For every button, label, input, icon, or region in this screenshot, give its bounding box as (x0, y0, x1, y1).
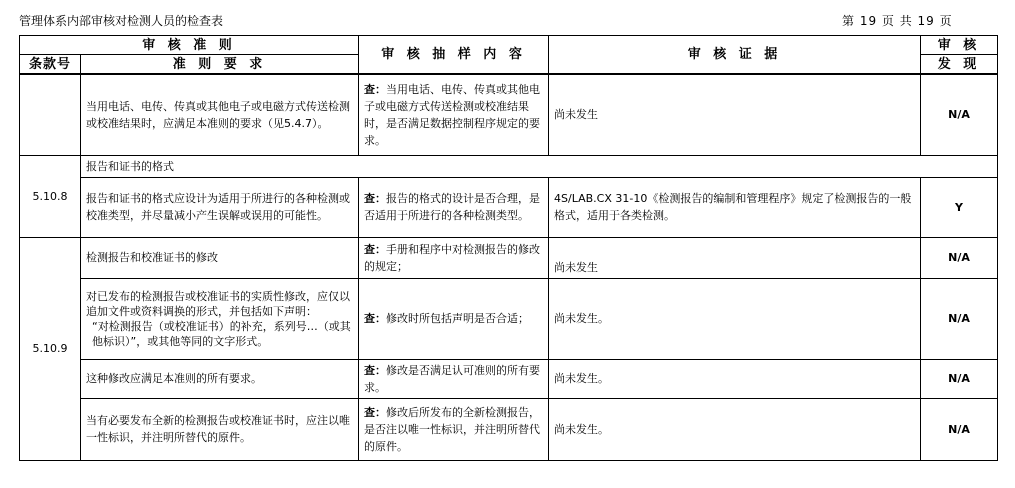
sampling-cell (359, 237, 549, 278)
check-keyword: 查： (364, 82, 387, 96)
check-keyword: 查： (364, 192, 387, 205)
document-title: 管理体系内部审核对检测人员的检查表 (19, 14, 224, 28)
evidence-cell: 尚未发生。 (549, 398, 921, 460)
clause-cell (20, 74, 81, 155)
requirement-cell (81, 278, 359, 359)
sampling-cell (359, 359, 549, 398)
sampling-cell (359, 278, 549, 359)
check-keyword: 查： (364, 242, 387, 256)
sampling-text: 当用电话、电传、传真或其他电子或电磁方式传送检测或校准结果时，是否满足数据控制程序规定的要求。 (364, 82, 541, 147)
criteria-header: 审 核 准 则 (20, 36, 359, 55)
requirement-cell: 检测报告和校准证书的修改 (81, 237, 359, 278)
finding-cell: N/A (921, 74, 998, 155)
finding-header-line1: 审 核 (921, 36, 998, 55)
sampling-text: 修改后所发布的全新检测报告，是否注以唯一性标识，并注明所替代的原件。 (364, 405, 541, 453)
finding-cell: N/A (921, 237, 998, 278)
section-title-cell: 报告和证书的格式 (81, 155, 998, 177)
requirement-cell: 这种修改应满足本准则的所有要求。 (81, 359, 359, 398)
finding-header-line2: 发 现 (921, 55, 998, 75)
finding-cell: Y (921, 177, 998, 237)
sampling-text: 修改是否满足认可准则的所有要求。 (364, 363, 541, 394)
check-keyword: 查： (364, 405, 387, 419)
check-keyword: 查： (364, 363, 387, 377)
evidence-cell: 尚未发生 (549, 74, 921, 155)
requirement-cell: 当有必要发布全新的检测报告或校准证书时，应注以唯一性标识，并注明所替代的原件。 (81, 398, 359, 460)
sampling-cell (359, 74, 549, 155)
sampling-cell (359, 177, 549, 237)
evidence-cell: 尚未发生。 (549, 278, 921, 359)
clause-cell: 5.10.8 (20, 155, 81, 237)
evidence-header: 审 核 证 据 (549, 36, 921, 75)
evidence-cell: 尚未发生 (549, 237, 921, 278)
sampling-text: 修改时所包括声明是否合适； (386, 312, 530, 325)
finding-cell: N/A (921, 359, 998, 398)
clause-no-header: 条款号 (20, 55, 81, 75)
requirement-statement: “对检测报告（或校准证书）的补充，系列号…（或其他标识）”，或其他等同的文字形式。 (92, 319, 351, 348)
requirement-text: 对已发布的检测报告或校准证书的实质性修改，应仅以追加文件或资料调换的形式，并包括如下声明： (86, 289, 350, 318)
sampling-text: 报告的格式的设计是否合理，是否适用于所进行的各种检测类型。 (364, 192, 541, 222)
evidence-cell: 尚未发生。 (549, 359, 921, 398)
sampling-header: 审 核 抽 样 内 容 (359, 36, 549, 75)
sampling-cell (359, 398, 549, 460)
requirement-header: 准 则 要 求 (81, 55, 359, 75)
audit-checklist-table (19, 35, 998, 461)
evidence-cell: 4S/LAB.CX 31-10《检测报告的编制和管理程序》规定了检测报告的一般格式，适用于各类检测。 (549, 177, 921, 237)
requirement-cell: 当用电话、电传、传真或其他电子或电磁方式传送检测或校准结果时，应满足本准则的要求（见5.4.7）。 (81, 74, 359, 155)
finding-cell: N/A (921, 398, 998, 460)
page-indicator: 第 19 页 共 19 页 (842, 14, 953, 28)
finding-cell: N/A (921, 278, 998, 359)
requirement-cell: 报告和证书的格式应设计为适用于所进行的各种检测或校准类型，并尽量减小产生误解或误用的可能性。 (81, 177, 359, 237)
clause-cell: 5.10.9 (20, 237, 81, 460)
check-keyword: 查： (364, 312, 387, 325)
sampling-text: 手册和程序中对检测报告的修改的规定； (364, 242, 541, 273)
